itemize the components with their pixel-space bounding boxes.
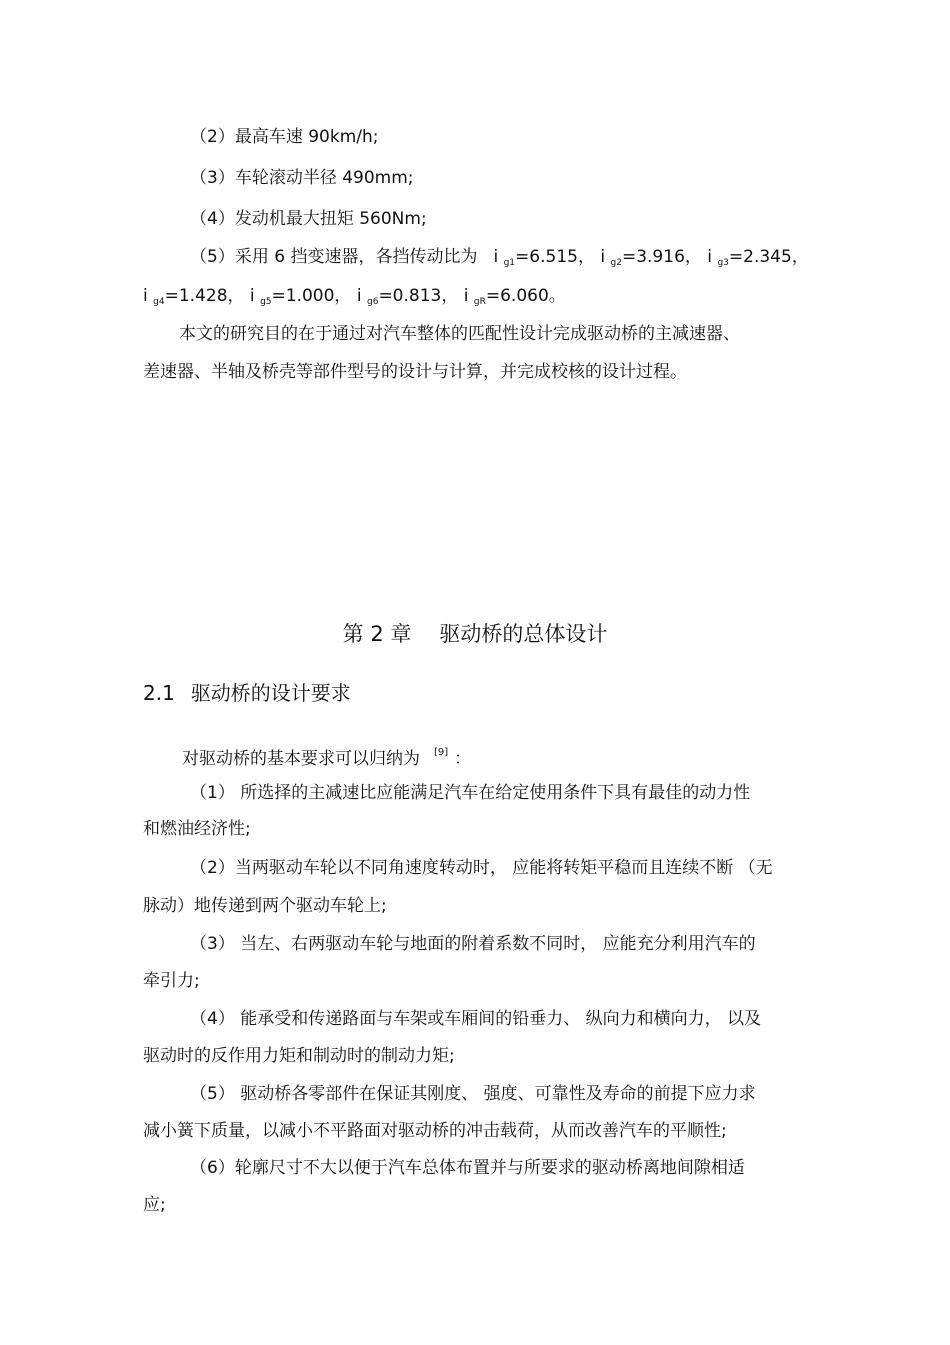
requirement-6-line-2: 应; <box>143 1195 166 1215</box>
gear-ratio-g3: i $_{g3}$=2.345， <box>707 247 809 268</box>
purpose-line-2: 差速器、半轴及桥壳等部件型号的设计与计算，并完成校核的设计过程。 <box>143 362 687 382</box>
gear-ratio-g5: i $_{g5}$=1.000， <box>249 286 352 307</box>
gear-ratio-g4: i $_{g4}$=1.428， <box>143 286 245 307</box>
requirement-2-line-2: 脉动）地传递到两个驱动车轮上; <box>143 896 387 916</box>
requirement-4-line-1: （4） 能承受和传递路面与车架或车厢间的铅垂力、 纵向力和横向力， 以及 <box>190 1009 762 1029</box>
chapter-title: 驱动桥的总体设计 <box>439 622 608 646</box>
gear-item-prefix: （5）采用 6 挡变速器，各挡传动比为 <box>190 247 478 267</box>
section-title: 驱动桥的设计要求 <box>190 681 351 705</box>
requirement-5-line-1: （5） 驱动桥各零部件在保证其刚度、 强度、可靠性及寿命的前提下应力求 <box>190 1084 756 1104</box>
intro-text: 对驱动桥的基本要求可以归纳为 <box>182 749 420 769</box>
requirement-6-line-1: （6）轮廓尺寸不大以便于汽车总体布置并与所要求的驱动桥离地间隙相适 <box>190 1158 745 1178</box>
requirement-5-line-2: 减小簧下质量，以减小不平路面对驱动桥的冲击载荷，从而改善汽车的平顺性; <box>143 1121 727 1141</box>
spec-item-max-torque: （4）发动机最大扭矩 560Nm; <box>190 209 427 229</box>
requirement-4-line-2: 驱动时的反作用力矩和制动时的制动力矩; <box>143 1046 455 1066</box>
intro-colon: ： <box>454 749 472 769</box>
requirement-1-line-1: （1） 所选择的主减速比应能满足汽车在给定使用条件下具有最佳的动力性 <box>190 783 751 803</box>
gear-ratio-g1: i $_{g1}$=6.515， <box>493 247 595 268</box>
requirement-3-line-2: 牵引力; <box>143 971 200 991</box>
requirement-2-line-1: （2）当两驱动车轮以不同角速度转动时， 应能将转矩平稳而且连续不断 （无 <box>190 858 773 878</box>
chapter-number: 第 2 章 <box>342 622 412 646</box>
purpose-line-1: 本文的研究目的在于通过对汽车整体的匹配性设计完成驱动桥的主减速器、 <box>179 324 740 344</box>
citation: [9] <box>434 747 449 758</box>
gear-ratio-line-2 <box>143 284 566 314</box>
gear-ratio-reverse: i $_{gR}$=6.060。 <box>463 286 566 307</box>
chapter-heading <box>0 620 950 648</box>
gear-ratio-g2: i $_{g2}$=3.916， <box>600 247 702 268</box>
spec-item-max-speed: （2）最高车速 90km/h; <box>190 127 379 147</box>
gear-ratio-g6: i $_{g6}$=0.813， <box>356 286 459 307</box>
spec-item-wheel-radius: （3）车轮滚动半径 490mm; <box>190 168 414 188</box>
gear-ratio-line-1 <box>190 245 809 275</box>
section-heading <box>143 679 351 707</box>
section-number: 2.1 <box>143 681 175 705</box>
requirements-intro <box>182 741 471 771</box>
requirement-1-line-2: 和燃油经济性; <box>143 819 251 839</box>
requirement-3-line-1: （3） 当左、右两驱动车轮与地面的附着系数不同时， 应能充分利用汽车的 <box>190 934 756 954</box>
